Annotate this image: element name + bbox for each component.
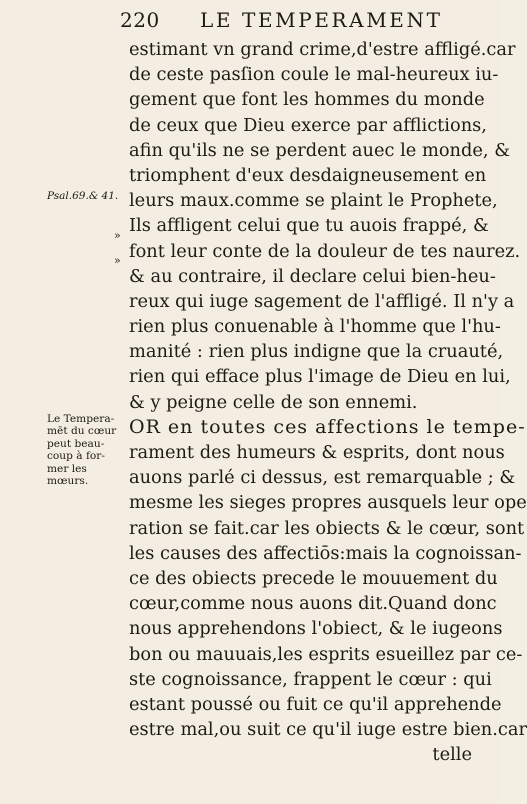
margin-summary-line: Le Tempera- — [47, 413, 115, 425]
margin-summary-line: mēt du cœur — [47, 425, 117, 438]
text-line: mesme les sieges propres ausquels leur ope — [129, 492, 527, 514]
margin-summary — [47, 413, 125, 487]
text-line: & au contraire, il declare celui bien-heu- — [129, 265, 496, 287]
quote-mark: » — [114, 229, 121, 242]
quote-mark: » — [114, 254, 121, 267]
text-line: bon ou mauuais,les esprits esueillez par ce- — [129, 643, 523, 665]
text-line: gement que font les hommes du monde — [129, 89, 485, 111]
text-line: & y peigne celle de son ennemi. — [129, 391, 418, 413]
body-text — [129, 37, 527, 767]
paragraph-start-line: OR en toutes ces affections le tempe- — [129, 415, 526, 438]
text-line: rien qui efface plus l'image de Dieu en lui, — [129, 366, 511, 388]
text-line: les causes des affectiōs:mais la cognoissan- — [129, 542, 522, 564]
running-title: LE TEMPERAMENT — [200, 8, 443, 32]
text-line: de ceste pasſion coule le mal-heureux iu- — [129, 64, 499, 86]
text-line: font leur conte de la douleur de tes naurez. — [129, 240, 521, 262]
text-line: ration se fait.car les obiects & le cœur, sont — [129, 517, 525, 539]
page-header — [120, 8, 480, 34]
text-line: nous apprehendons l'obiect, & le iugeons — [129, 618, 503, 640]
text-line: auons parlé ci dessus, est remarquable ; & — [129, 467, 516, 489]
catchword: telle — [432, 744, 472, 766]
text-line: estimant vn grand crime,d'estre affligé.car — [129, 39, 516, 60]
text-line: estant poussé ou fuit ce qu'il apprehende — [129, 693, 502, 715]
text-line: ce des obiects precede le mouuement du — [129, 567, 498, 589]
text-line: estre mal,ou suit ce qu'il iuge estre bien.car — [129, 719, 527, 741]
text-line: ste cognoissance, frappent le cœur : qui — [129, 668, 492, 690]
text-line: de ceux que Dieu exerce par afflictions, — [129, 114, 487, 136]
text-line: manité : rien plus indigne que la cruauté, — [129, 341, 504, 363]
margin-reference: Psal.69.& 41. — [47, 190, 119, 202]
text-line: leurs maux.comme se plaint le Prophete, — [129, 190, 498, 212]
text-line: rament des humeurs & esprits, dont nous — [129, 442, 505, 463]
text-line: reux qui iuge sagement de l'affligé. Il n'y a — [129, 290, 515, 312]
text-line: cœur,comme nous auons dit.Quand donc — [129, 593, 497, 615]
text-line: triomphent d'eux desdaigneusement en — [129, 164, 487, 186]
margin-summary-line: mer les — [47, 462, 87, 475]
text-line: rien plus conuenable à l'homme que l'hu- — [129, 316, 501, 338]
page-number: 220 — [120, 8, 160, 32]
margin-summary-line: coup à for- — [47, 450, 105, 463]
margin-summary-line: peut beau- — [47, 437, 105, 450]
margin-summary-line: mœurs. — [47, 475, 89, 488]
text-line: Ils affligent celui que tu auois frappé, & — [129, 215, 489, 237]
text-line: afin qu'ils ne se perdent auec le monde, & — [129, 139, 511, 161]
